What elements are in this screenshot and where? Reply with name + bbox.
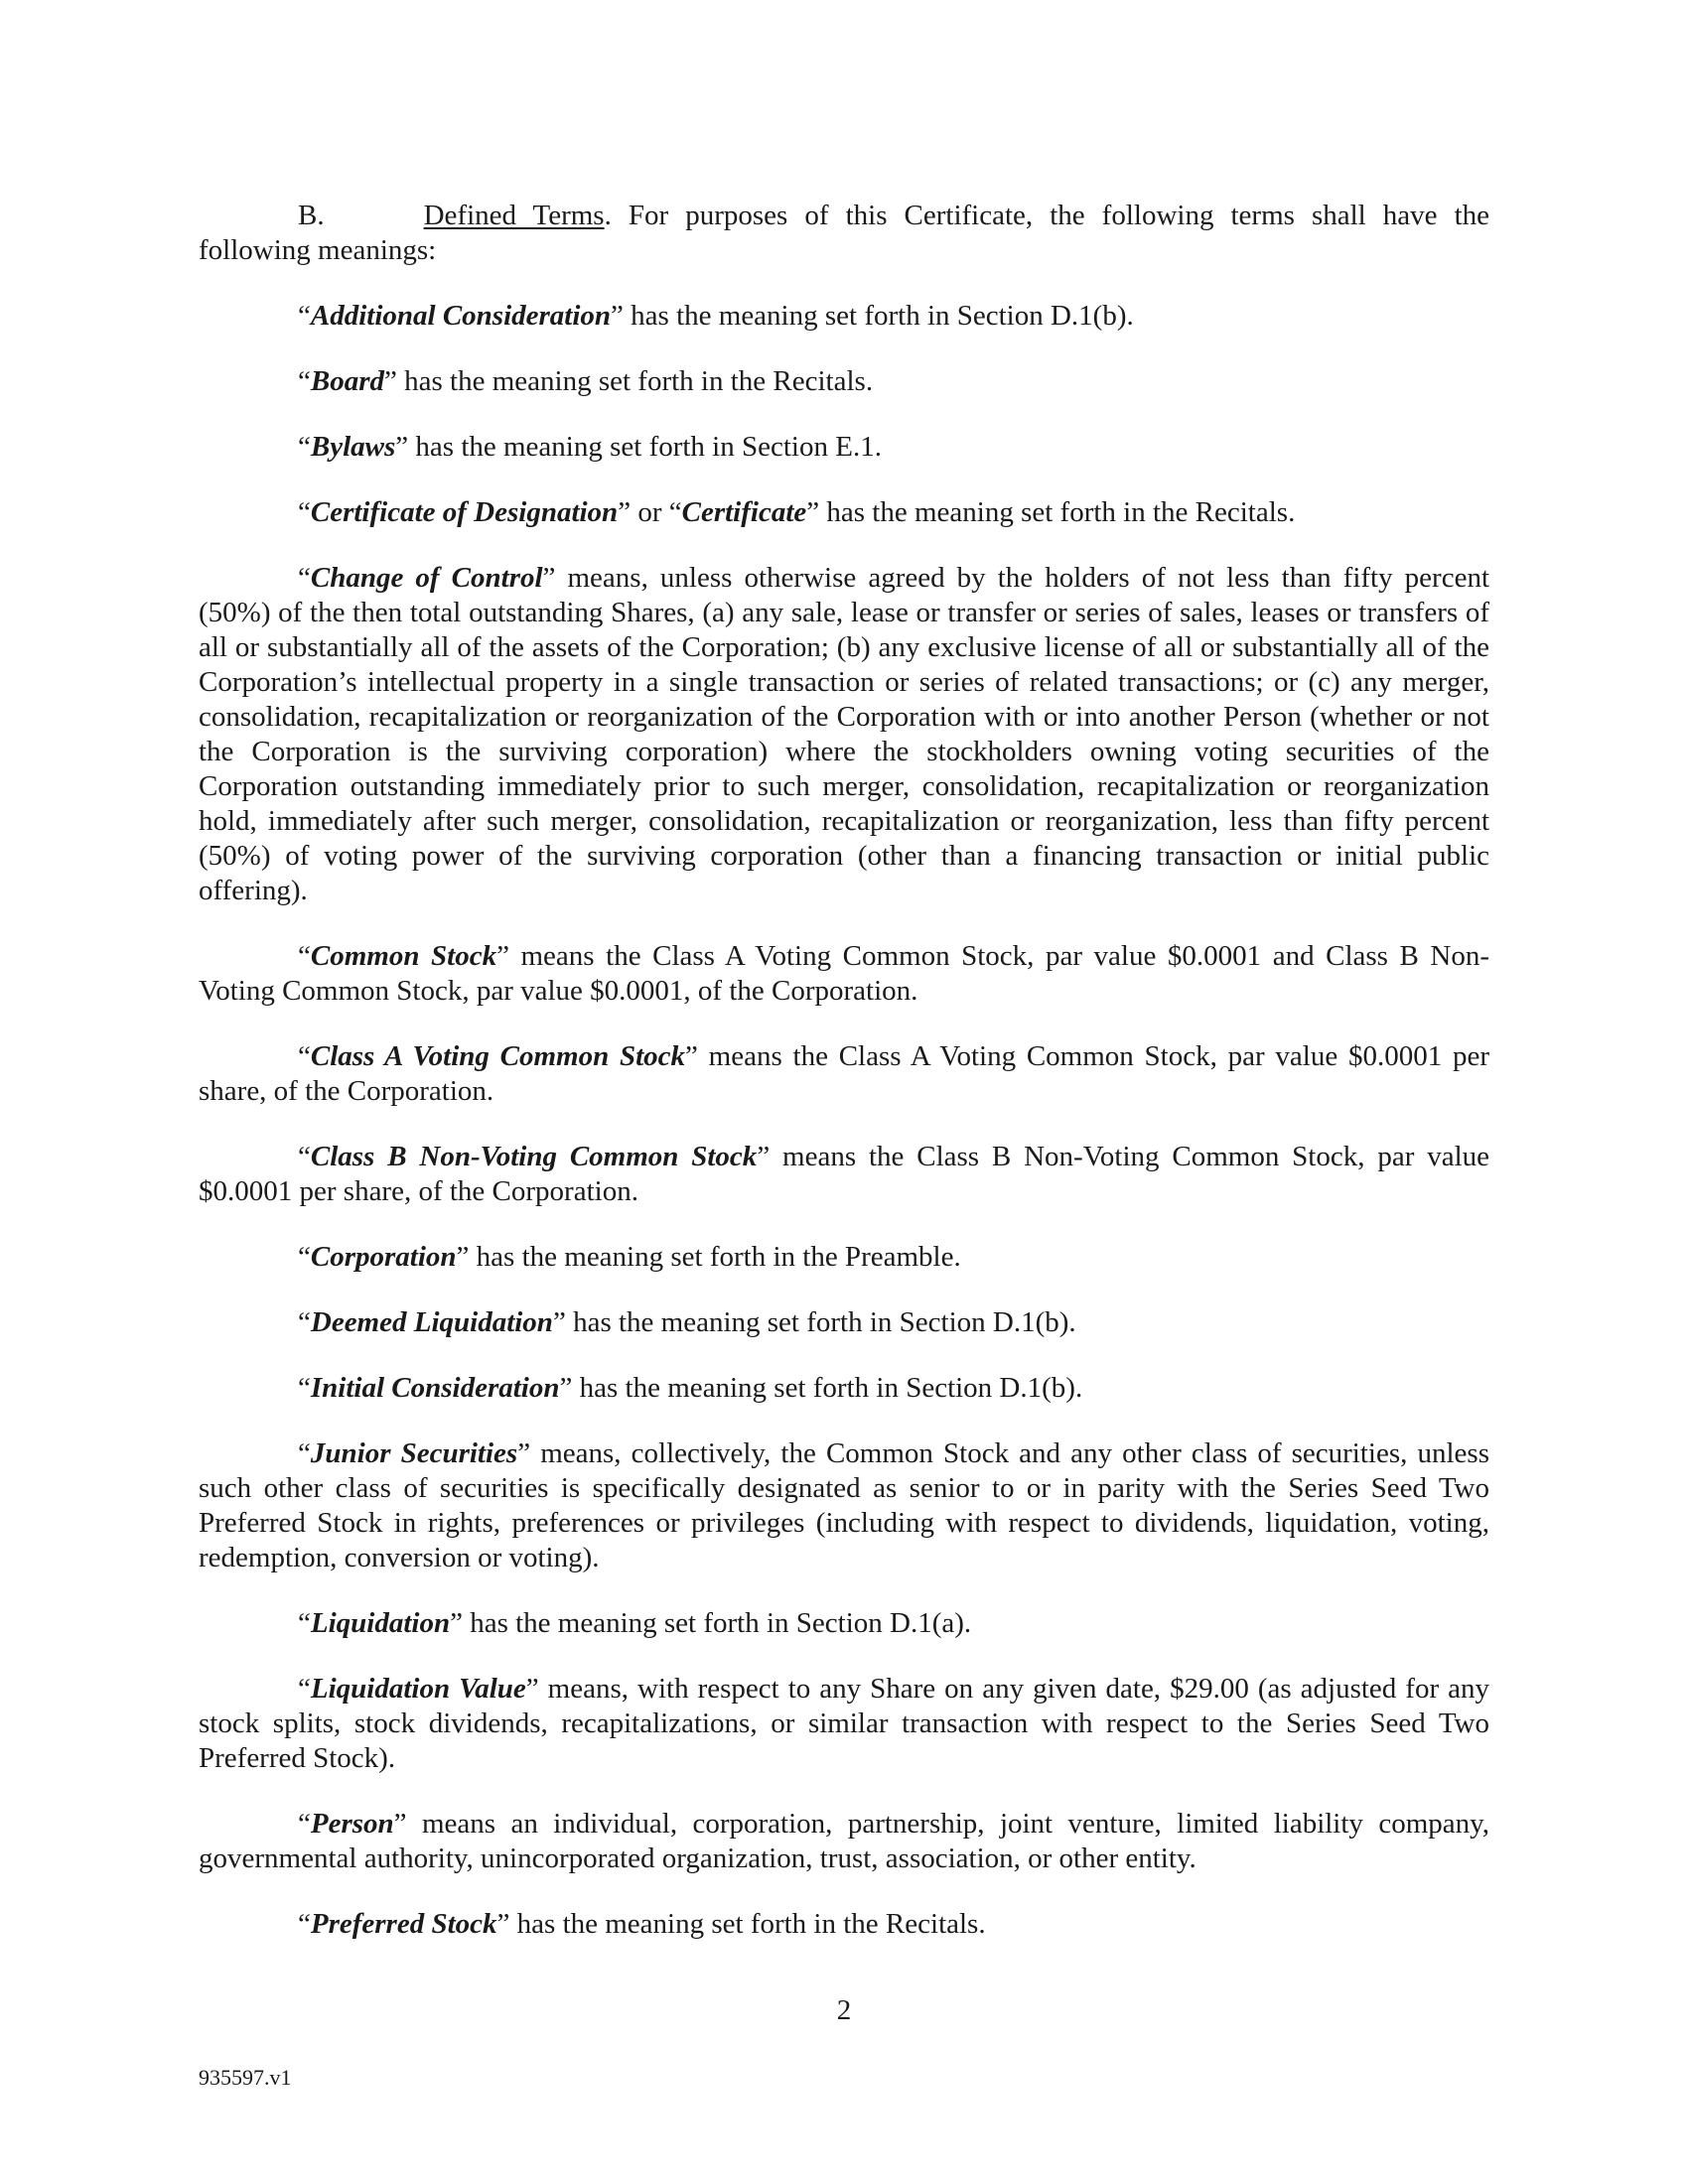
defined-term: Certificate — [681, 496, 807, 528]
section-letter: B. — [298, 200, 325, 231]
definition-bylaws: “Bylaws” has the meaning set forth in Section E.1. — [298, 431, 882, 463]
defined-term: Initial Consideration — [310, 1372, 560, 1404]
definition-person: “Person” means an individual, corporation, partnership, joint venture, limited liability company, governmental authority, unincorporated organization, trust, association, or other entity. — [199, 1808, 1489, 1874]
defined-term: Junior Securities — [310, 1437, 518, 1469]
defined-term: Change of Control — [310, 562, 543, 594]
section-heading: Defined Terms — [423, 200, 605, 231]
definition-preferred-stock: “Preferred Stock” has the meaning set forth in the Recitals. — [298, 1908, 986, 1940]
defined-term: Board — [310, 365, 385, 397]
definition-deemed-liquidation: “Deemed Liquidation” has the meaning set forth in Section D.1(b). — [298, 1306, 1076, 1338]
definition-liquidation-value: “Liquidation Value” means, with respect to any Share on any given date, $29.00 (as adjusted for any stock splits, stock dividends, recapitalizations, or similar transaction with respect to the Series Seed Two Preferred Stock). — [199, 1673, 1489, 1774]
defined-term: Deemed Liquidation — [310, 1306, 553, 1338]
definition-change-of-control: “Change of Control” means, unless otherwise agreed by the holders of not less than fifty percent (50%) of the then total outstanding Shares, (a) any sale, lease or transfer or series of sales, leases or transfers of all or substantially all of the assets of the Corporation; (b) any exclusive license of all or substantially all of the Corporation’s intellectual property in a single transaction or series of related transactions; or (c) any merger, consolidation, recapitalization or reorganization of the Corporation with or into another Person (whether or not the Corporation is the surviving corporation) where the stockholders owning voting securities of the Corporation outstanding immediately prior to such merger, consolidation, recapitalization or reorganization hold, immediately after such merger, consolidation, recapitalization or reorganization, less than fifty percent (50%) of voting power of the surviving corporation (other than a financing transaction or initial public offering). — [199, 562, 1490, 906]
defined-term: Bylaws — [310, 431, 396, 463]
definition-certificate-of-designation: “Certificate of Designation” or “Certificate” has the meaning set forth in the Recitals. — [298, 496, 1296, 528]
definition-class-a-voting-common-stock: “Class A Voting Common Stock” means the Class A Voting Common Stock, par value $0.0001 per share, of the Corporation. — [199, 1040, 1489, 1107]
definition-initial-consideration: “Initial Consideration” has the meaning set forth in Section D.1(b). — [298, 1372, 1083, 1404]
defined-term: Liquidation — [310, 1607, 451, 1639]
definition-additional-consideration: “Additional Consideration” has the meaning set forth in Section D.1(b). — [298, 300, 1134, 332]
defined-term: Certificate of Designation — [310, 496, 619, 528]
defined-term: Class A Voting Common Stock — [310, 1040, 686, 1072]
section-intro-text: . For purposes of this Certificate, the following terms shall have the following meanings: — [199, 200, 1490, 266]
definition-liquidation: “Liquidation” has the meaning set forth in Section D.1(a). — [298, 1607, 972, 1639]
defined-term: Person — [310, 1808, 394, 1840]
defined-term: Additional Consideration — [310, 300, 612, 332]
defined-term: Class B Non-Voting Common Stock — [310, 1141, 758, 1172]
definition-corporation: “Corporation” has the meaning set forth in the Preamble. — [298, 1241, 961, 1273]
definition-board: “Board” has the meaning set forth in the Recitals. — [298, 365, 874, 397]
defined-term: Common Stock — [310, 940, 497, 972]
document-footer-id: 935597.v1 — [199, 2065, 292, 2090]
defined-term: Preferred Stock — [310, 1908, 497, 1940]
defined-term: Corporation — [310, 1241, 457, 1273]
document-body — [199, 199, 1489, 1942]
definition-class-b-non-voting-common-stock: “Class B Non-Voting Common Stock” means the Class B Non-Voting Common Stock, par value $0.0001 per share, of the Corporation. — [199, 1141, 1489, 1207]
page-number: 2 — [836, 1994, 852, 2026]
section-b-intro — [199, 199, 1489, 268]
definition-common-stock: “Common Stock” means the Class A Voting Common Stock, par value $0.0001 and Class B Non-Voting Common Stock, par value $0.0001, of the Corporation. — [199, 940, 1489, 1007]
definition-junior-securities: “Junior Securities” means, collectively, the Common Stock and any other class of securities, unless such other class of securities is specifically designated as senior to or in parity with the Series Seed Two Preferred Stock in rights, preferences or privileges (including with respect to dividends, liquidation, voting, redemption, conversion or voting). — [199, 1437, 1489, 1573]
defined-term: Liquidation Value — [310, 1673, 526, 1705]
